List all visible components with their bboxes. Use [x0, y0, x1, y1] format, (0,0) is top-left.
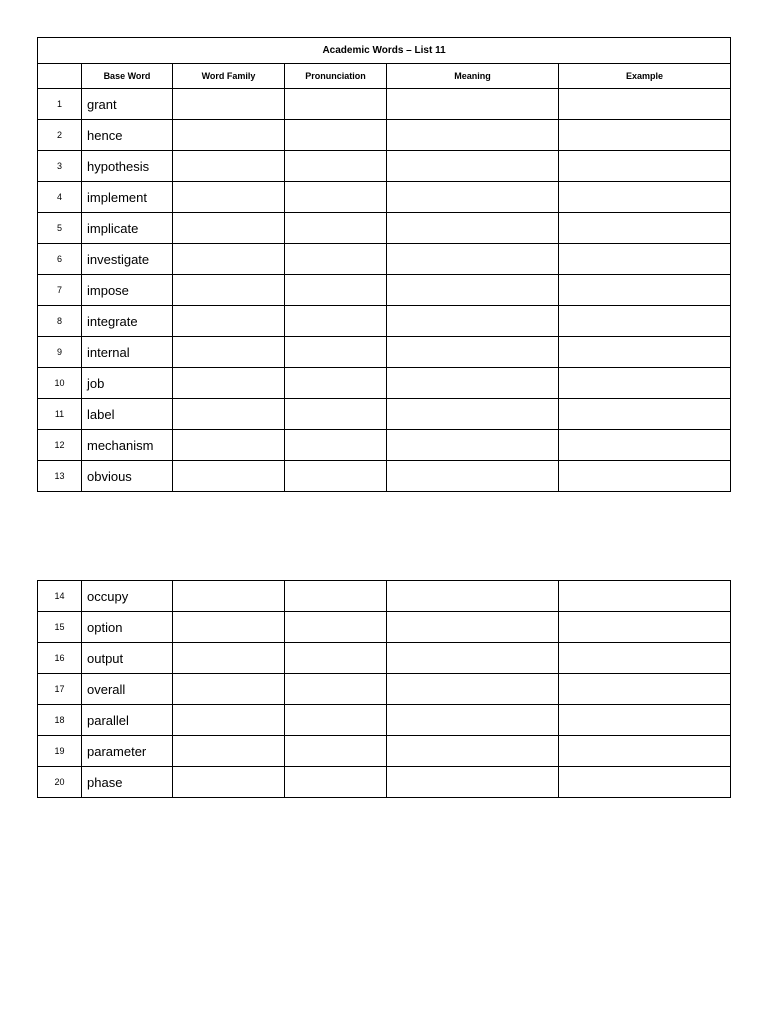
- row-number: 9: [38, 337, 82, 368]
- pronunciation-cell: [285, 461, 387, 492]
- meaning-cell: [387, 461, 559, 492]
- word-family-cell: [173, 461, 285, 492]
- base-word-cell: option: [82, 612, 173, 643]
- pronunciation-cell: [285, 306, 387, 337]
- base-word-cell: parallel: [82, 705, 173, 736]
- base-word-cell: implicate: [82, 213, 173, 244]
- table-row: [38, 643, 731, 674]
- table-row: [38, 674, 731, 705]
- base-word-cell: mechanism: [82, 430, 173, 461]
- pronunciation-cell: [285, 182, 387, 213]
- row-number: 5: [38, 213, 82, 244]
- base-word-cell: hence: [82, 120, 173, 151]
- example-cell: [559, 674, 731, 705]
- row-number: 2: [38, 120, 82, 151]
- header-example: Example: [559, 64, 731, 89]
- table-row: [38, 705, 731, 736]
- row-number: 7: [38, 275, 82, 306]
- table-row: [38, 430, 731, 461]
- example-cell: [559, 736, 731, 767]
- base-word-cell: phase: [82, 767, 173, 798]
- word-family-cell: [173, 213, 285, 244]
- example-cell: [559, 581, 731, 612]
- pronunciation-cell: [285, 368, 387, 399]
- table-row: [38, 399, 731, 430]
- table-row: [38, 306, 731, 337]
- word-family-cell: [173, 182, 285, 213]
- table-row: [38, 275, 731, 306]
- word-table-1: [37, 37, 731, 492]
- pronunciation-cell: [285, 151, 387, 182]
- example-cell: [559, 461, 731, 492]
- row-number: 6: [38, 244, 82, 275]
- base-word-cell: internal: [82, 337, 173, 368]
- word-family-cell: [173, 368, 285, 399]
- pronunciation-cell: [285, 399, 387, 430]
- example-cell: [559, 306, 731, 337]
- base-word-cell: impose: [82, 275, 173, 306]
- example-cell: [559, 430, 731, 461]
- row-number: 16: [38, 643, 82, 674]
- base-word-cell: occupy: [82, 581, 173, 612]
- pronunciation-cell: [285, 612, 387, 643]
- row-number: 13: [38, 461, 82, 492]
- row-number: 10: [38, 368, 82, 399]
- meaning-cell: [387, 182, 559, 213]
- word-table-2: [37, 580, 731, 798]
- table-row: [38, 151, 731, 182]
- example-cell: [559, 151, 731, 182]
- example-cell: [559, 120, 731, 151]
- base-word-cell: label: [82, 399, 173, 430]
- pronunciation-cell: [285, 275, 387, 306]
- example-cell: [559, 612, 731, 643]
- word-family-cell: [173, 399, 285, 430]
- pronunciation-cell: [285, 674, 387, 705]
- base-word-cell: obvious: [82, 461, 173, 492]
- pronunciation-cell: [285, 767, 387, 798]
- word-family-cell: [173, 306, 285, 337]
- base-word-cell: grant: [82, 89, 173, 120]
- word-family-cell: [173, 674, 285, 705]
- word-family-cell: [173, 767, 285, 798]
- base-word-cell: hypothesis: [82, 151, 173, 182]
- base-word-cell: overall: [82, 674, 173, 705]
- pronunciation-cell: [285, 581, 387, 612]
- row-number: 4: [38, 182, 82, 213]
- meaning-cell: [387, 244, 559, 275]
- word-family-cell: [173, 337, 285, 368]
- table-row: [38, 461, 731, 492]
- table-row: [38, 612, 731, 643]
- meaning-cell: [387, 306, 559, 337]
- example-cell: [559, 337, 731, 368]
- pronunciation-cell: [285, 120, 387, 151]
- table-row: [38, 213, 731, 244]
- row-number: 15: [38, 612, 82, 643]
- meaning-cell: [387, 151, 559, 182]
- meaning-cell: [387, 213, 559, 244]
- table-row: [38, 368, 731, 399]
- word-family-cell: [173, 89, 285, 120]
- row-number: 8: [38, 306, 82, 337]
- pronunciation-cell: [285, 643, 387, 674]
- meaning-cell: [387, 368, 559, 399]
- example-cell: [559, 275, 731, 306]
- example-cell: [559, 399, 731, 430]
- meaning-cell: [387, 337, 559, 368]
- header-word-family: Word Family: [173, 64, 285, 89]
- meaning-cell: [387, 430, 559, 461]
- sheet-title: Academic Words – List 11: [38, 38, 731, 64]
- row-number: 17: [38, 674, 82, 705]
- row-number: 20: [38, 767, 82, 798]
- example-cell: [559, 89, 731, 120]
- meaning-cell: [387, 736, 559, 767]
- meaning-cell: [387, 399, 559, 430]
- example-cell: [559, 213, 731, 244]
- meaning-cell: [387, 89, 559, 120]
- pronunciation-cell: [285, 244, 387, 275]
- base-word-cell: parameter: [82, 736, 173, 767]
- meaning-cell: [387, 767, 559, 798]
- meaning-cell: [387, 643, 559, 674]
- meaning-cell: [387, 612, 559, 643]
- row-number: 1: [38, 89, 82, 120]
- word-family-cell: [173, 736, 285, 767]
- table-row: [38, 767, 731, 798]
- row-number: 11: [38, 399, 82, 430]
- example-cell: [559, 705, 731, 736]
- meaning-cell: [387, 674, 559, 705]
- header-meaning: Meaning: [387, 64, 559, 89]
- row-number: 14: [38, 581, 82, 612]
- table-row: [38, 182, 731, 213]
- table-row: [38, 581, 731, 612]
- table-row: [38, 736, 731, 767]
- table-row: [38, 120, 731, 151]
- header-pronunciation: Pronunciation: [285, 64, 387, 89]
- table-row: [38, 337, 731, 368]
- word-family-cell: [173, 581, 285, 612]
- meaning-cell: [387, 120, 559, 151]
- pronunciation-cell: [285, 705, 387, 736]
- word-family-cell: [173, 275, 285, 306]
- base-word-cell: output: [82, 643, 173, 674]
- pronunciation-cell: [285, 89, 387, 120]
- example-cell: [559, 182, 731, 213]
- word-family-cell: [173, 705, 285, 736]
- title-row: [38, 38, 731, 64]
- pronunciation-cell: [285, 213, 387, 244]
- base-word-cell: implement: [82, 182, 173, 213]
- row-number: 3: [38, 151, 82, 182]
- meaning-cell: [387, 581, 559, 612]
- word-family-cell: [173, 643, 285, 674]
- row-number: 19: [38, 736, 82, 767]
- example-cell: [559, 368, 731, 399]
- example-cell: [559, 643, 731, 674]
- example-cell: [559, 244, 731, 275]
- base-word-cell: investigate: [82, 244, 173, 275]
- meaning-cell: [387, 705, 559, 736]
- table-row: [38, 244, 731, 275]
- pronunciation-cell: [285, 736, 387, 767]
- pronunciation-cell: [285, 337, 387, 368]
- meaning-cell: [387, 275, 559, 306]
- table-row: [38, 89, 731, 120]
- header-row: [38, 64, 731, 89]
- row-number: 12: [38, 430, 82, 461]
- word-family-cell: [173, 244, 285, 275]
- header-base-word: Base Word: [82, 64, 173, 89]
- base-word-cell: integrate: [82, 306, 173, 337]
- word-family-cell: [173, 612, 285, 643]
- word-family-cell: [173, 430, 285, 461]
- example-cell: [559, 767, 731, 798]
- pronunciation-cell: [285, 430, 387, 461]
- word-family-cell: [173, 120, 285, 151]
- word-family-cell: [173, 151, 285, 182]
- base-word-cell: job: [82, 368, 173, 399]
- header-number: [38, 64, 82, 89]
- row-number: 18: [38, 705, 82, 736]
